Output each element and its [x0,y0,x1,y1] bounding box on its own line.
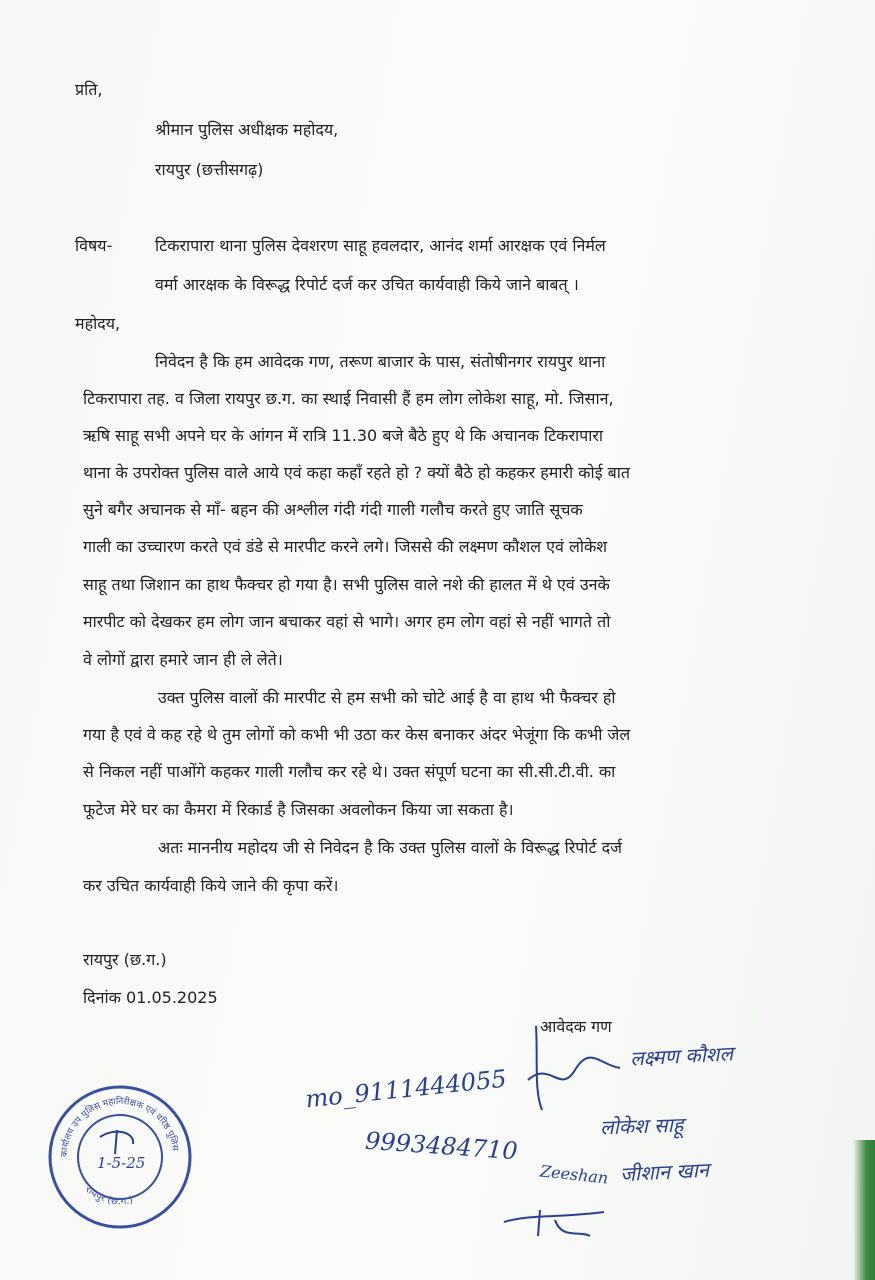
body-line: निवेदन है कि हम आवेदक गण, तरूण बाजार के पास, संतोषीनगर रायपुर थाना [155,352,606,371]
addressee-line1: श्रीमान पुलिस अधीक्षक महोदय, [155,120,339,139]
subject-line2: वर्मा आरक्षक के विरूद्ध रिपोर्ट दर्ज कर उचित कार्यवाही किये जाने बाबत् । [155,275,579,294]
body-line: थाना के उपरोक्त पुलिस वाले आये एवं कहा कहाँ रहते हो ? क्यों बैठे हो कहकर हमारी कोई बात [83,463,631,482]
signature-scribble [520,1020,630,1120]
applicants-label: आवेदक गण [540,1017,612,1036]
body-line: गाली का उच्चारण करते एवं डंडे से मारपीट करने लगे। जिससे की लक्ष्मण कौशल एवं लोकेश [83,537,608,556]
greeting: महोदय, [75,314,121,333]
background-edge [853,1140,875,1280]
date: दिनांक 01.05.2025 [83,988,218,1007]
body-line: साहू तथा जिशान का हाथ फैक्चर हो गया है। सभी पुलिस वाले नशे की हालत में थे एवं उनके [83,575,610,594]
place: रायपुर (छ.ग.) [83,950,167,969]
handwritten-name-1: लक्ष्मण कौशल [629,1041,734,1071]
seal-bottom-text: रायपुर (छ.ग.) [82,1183,135,1208]
subject-label: विषय- [75,236,113,255]
seal-top-text: कार्यालय उप पुलिस महानिरीक्षक एवं वरिष्ठ पुलिस [59,1096,180,1158]
signature-initials [500,1200,610,1245]
handwritten-name-2: लोकेश साहू [599,1112,684,1140]
body-line: अतः माननीय महोदय जी से निवेदन है कि उक्त पुलिस वालों के विरूद्ध रिपोर्ट दर्ज [158,838,623,857]
handwritten-mobile-1: mo_9111444055 [304,1064,508,1114]
addressee-line2: रायपुर (छत्तीसगढ़) [155,160,264,179]
seal-date: 1-5-25 [97,1154,146,1172]
body-line: ऋषि साहू सभी अपने घर के आंगन में रात्रि 11.30 बजे बैठे हुए थे कि अचानक टिकरापारा [83,426,604,445]
official-seal [45,1082,195,1232]
handwritten-mobile-2: 9993484710 [364,1126,519,1166]
body-line: वे लोगों द्वारा हमारे जान ही ले लेते। [83,650,283,669]
body-line: से निकल नहीं पाओंगे कहकर गाली गलौच कर रहे थे। उक्त संपूर्ण घटना का सी.सी.टी.वी. का [83,762,616,781]
handwritten-name-3: जीशान खान [619,1157,710,1187]
body-line: कर उचित कार्यवाही किये जाने की कृपा करें। [83,876,339,895]
body-line: गया है एवं वे कह रहे थे तुम लोगों को कभी भी उठा कर केस बनाकर अंदर भेजूंगा कि कभी जेल [83,725,631,744]
handwritten-extra: Zeeshan [539,1161,610,1188]
svg-text:रायपुर (छ.ग.) [83,1184,134,1207]
body-line: फूटेज मेरे घर का कैमरा में रिकार्ड है जिसका अवलोकन किया जा सकता है। [83,800,514,819]
body-line: उक्त पुलिस वालों की मारपीट से हम सभी को चोटे आई है वा हाथ भी फैक्चर हो [158,688,616,707]
body-line: टिकरापारा तह. व जिला रायपुर छ.ग. का स्थाई निवासी हैं हम लोग लोकेश साहू, मो. जिसान, [83,389,614,408]
subject-line1: टिकरापारा थाना पुलिस देवशरण साहू हवलदार, आनंद शर्मा आरक्षक एवं निर्मल [155,236,606,255]
salutation: प्रति, [75,80,103,99]
body-line: सुने बगैर अचानक से माँ- बहन की अश्लील गंदी गंदी गाली गलौच करते हुए जाति सूचक [83,500,583,519]
seal-graphic [45,1082,195,1232]
body-line: मारपीट को देखकर हम लोग जान बचाकर वहां से भागे। अगर हम लोग वहां से नहीं भागते तो [83,612,611,631]
